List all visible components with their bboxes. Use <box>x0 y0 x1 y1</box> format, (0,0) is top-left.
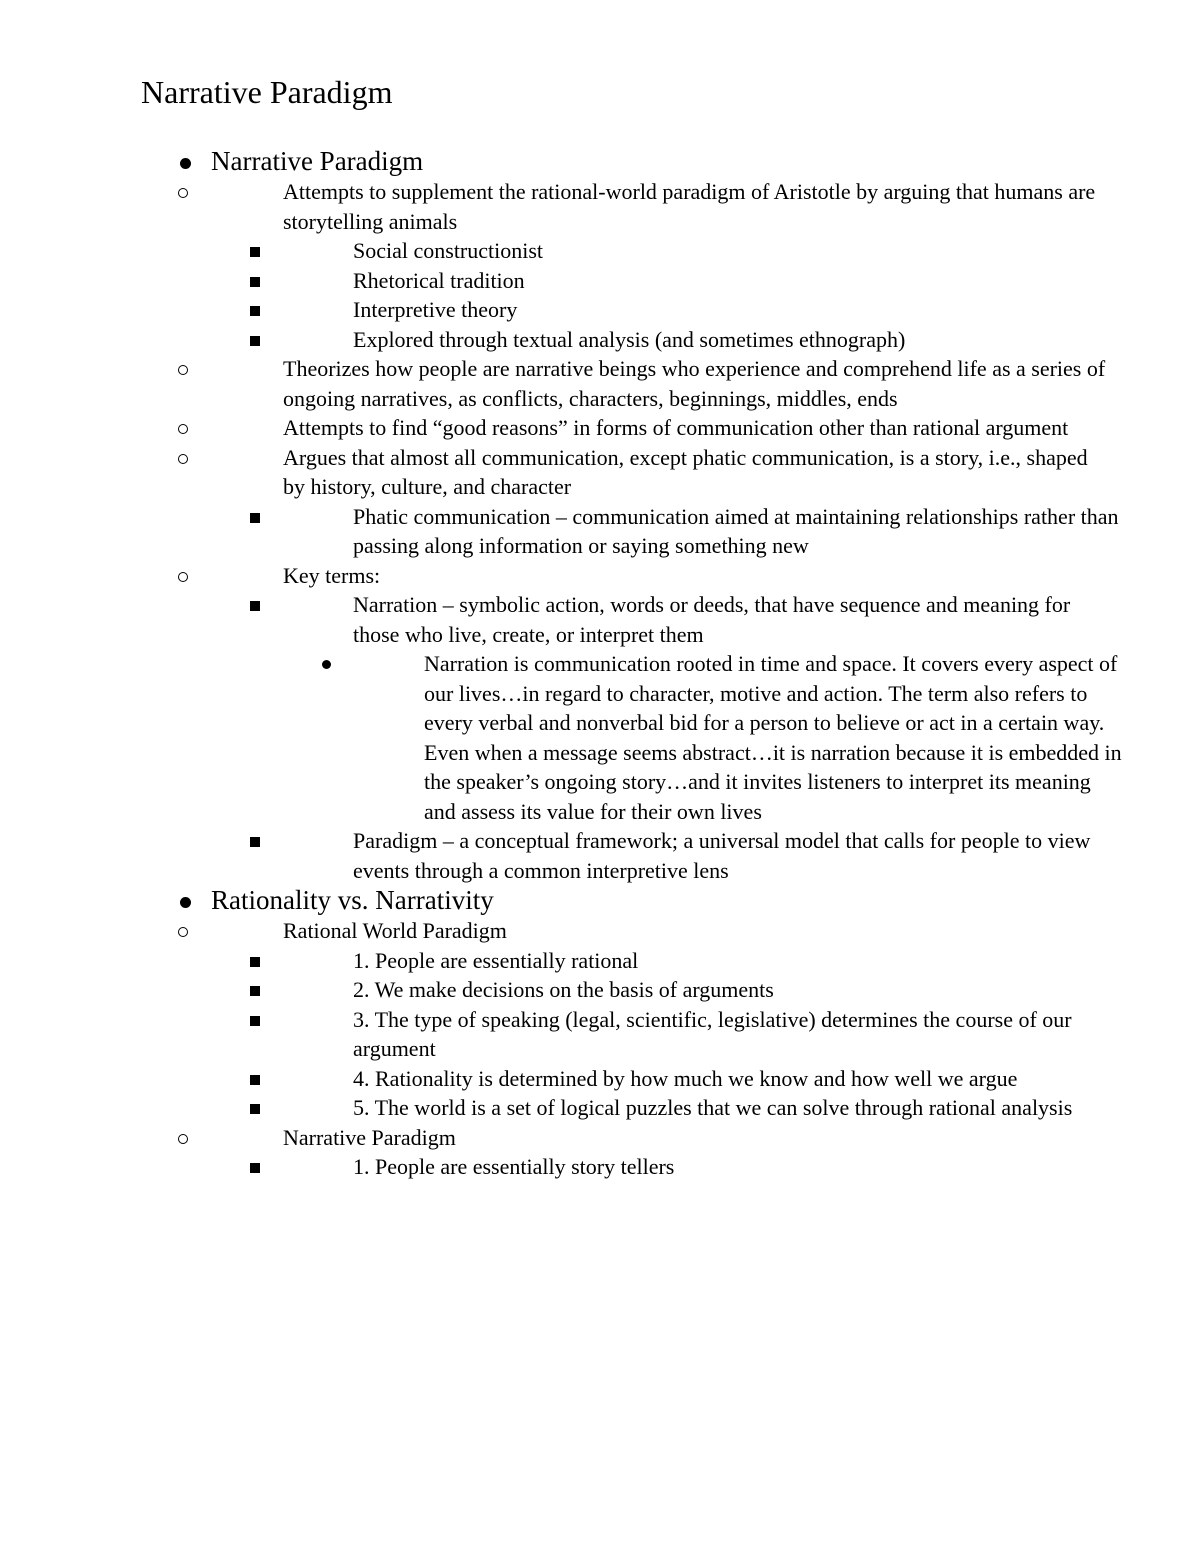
list-item <box>283 975 1200 1005</box>
section-items <box>211 177 1200 885</box>
square-bullet-icon <box>250 336 260 346</box>
item-text: Theorizes how people are narrative beings who experience and comprehend life as a series of ongoing narratives, as conflicts, characters, beginnings, middles, ends <box>283 356 1106 411</box>
square-bullet-icon <box>250 986 260 996</box>
list-item <box>283 295 1200 325</box>
list-item <box>283 236 1200 266</box>
list-item <box>211 177 1200 354</box>
subitem-text: 3. The type of speaking (legal, scientific, legislative) determines the course of our argument <box>353 1006 1072 1061</box>
square-bullet-icon <box>250 306 260 316</box>
subitem-text: 1. People are essentially story tellers <box>353 1154 675 1179</box>
square-bullet-icon <box>250 837 260 847</box>
list-item <box>283 590 1200 826</box>
square-bullet-icon <box>250 277 260 287</box>
list-item <box>211 413 1200 443</box>
list-item <box>283 1064 1200 1094</box>
item-text: Narrative Paradigm <box>283 1124 456 1150</box>
hollow-bullet-icon <box>178 572 188 582</box>
hollow-bullet-icon <box>178 1134 188 1144</box>
list-item <box>211 443 1200 561</box>
list-item <box>283 266 1200 296</box>
list-item <box>283 325 1200 355</box>
filled-bullet-icon <box>180 158 191 169</box>
top-level-list <box>0 146 1200 1182</box>
filled-bullet-icon <box>180 897 191 908</box>
hollow-bullet-icon <box>178 454 188 464</box>
square-bullet-icon <box>250 601 260 611</box>
list-item <box>283 1152 1200 1182</box>
sub-items <box>283 236 1200 354</box>
subitem-text: Phatic communication – communication aimed at maintaining relationships rather than passing along information or saying something new <box>353 503 1119 558</box>
hollow-bullet-icon <box>178 365 188 375</box>
list-item <box>283 1005 1200 1064</box>
section-rationality-vs-narrativity <box>0 885 1200 1182</box>
list-item <box>283 502 1200 561</box>
section-items <box>211 916 1200 1182</box>
page-title: Narrative Paradigm <box>141 74 393 110</box>
item-text: Argues that almost all communication, except phatic communication, is a story, i.e., shaped by history, culture, and character <box>283 444 1088 499</box>
item-text: Rational World Paradigm <box>283 918 507 943</box>
filled-bullet-icon <box>322 660 331 669</box>
list-item <box>211 561 1200 886</box>
subitem-text: Explored through textual analysis (and sometimes ethnograph) <box>353 326 906 352</box>
section-heading: Rationality vs. Narrativity <box>211 885 494 915</box>
list-item <box>211 1123 1200 1182</box>
subitem-text: Paradigm – a conceptual framework; a universal model that calls for people to view events through a common interpretive lens <box>353 828 1091 883</box>
subitem-text: Interpretive theory <box>353 297 518 322</box>
subitem-text: Social constructionist <box>353 238 544 263</box>
sub-items <box>283 502 1200 561</box>
subitem-text: 5. The world is a set of logical puzzles that we can solve through rational analysis <box>353 1095 1073 1120</box>
item-text: Attempts to find “good reasons” in forms of communication other than rational argument <box>283 415 1069 440</box>
sub-items <box>283 1152 1200 1182</box>
list-item <box>353 649 1200 826</box>
subitem-text: Rhetorical tradition <box>353 267 525 293</box>
square-bullet-icon <box>250 1075 260 1085</box>
hollow-bullet-icon <box>178 424 188 434</box>
subitem-text: 2. We make decisions on the basis of arguments <box>353 977 774 1002</box>
hollow-bullet-icon <box>178 188 188 198</box>
list-item <box>211 354 1200 413</box>
list-item <box>211 916 1200 1123</box>
list-item <box>283 946 1200 976</box>
section-heading: Narrative Paradigm <box>211 146 424 176</box>
subitem-text: Narration – symbolic action, words or deeds, that have sequence and meaning for those who live, create, or interpret them <box>353 592 1071 647</box>
square-bullet-icon <box>250 957 260 967</box>
square-bullet-icon <box>250 247 260 257</box>
list-item <box>283 1093 1200 1123</box>
item-text: Key terms: <box>283 562 381 588</box>
subitem-text: 4. Rationality is determined by how much we know and how well we argue <box>353 1065 1018 1091</box>
square-bullet-icon <box>250 1016 260 1026</box>
square-bullet-icon <box>250 1163 260 1173</box>
detail-text: Narration is communication rooted in time and space. It covers every aspect of our lives…in regard to character, motive and action. The term also refers to every verbal and nonverbal bid for a person to believe or act in a certain way. Even when a message seems abstract…it is narration because it is embedded in the speaker’s ongoing story…and it invites listeners to interpret its meaning and assess its value for their own lives <box>424 651 1122 824</box>
item-text: Attempts to supplement the rational-world paradigm of Aristotle by arguing that humans are storytelling animals <box>283 179 1096 234</box>
subitem-text: 1. People are essentially rational <box>353 947 639 973</box>
outline <box>0 146 1200 1182</box>
sub-items <box>283 590 1200 885</box>
detail-items <box>353 649 1200 826</box>
sub-items <box>283 946 1200 1123</box>
hollow-bullet-icon <box>178 927 188 937</box>
square-bullet-icon <box>250 1104 260 1114</box>
section-narrative-paradigm <box>0 146 1200 885</box>
square-bullet-icon <box>250 513 260 523</box>
list-item <box>283 826 1200 885</box>
